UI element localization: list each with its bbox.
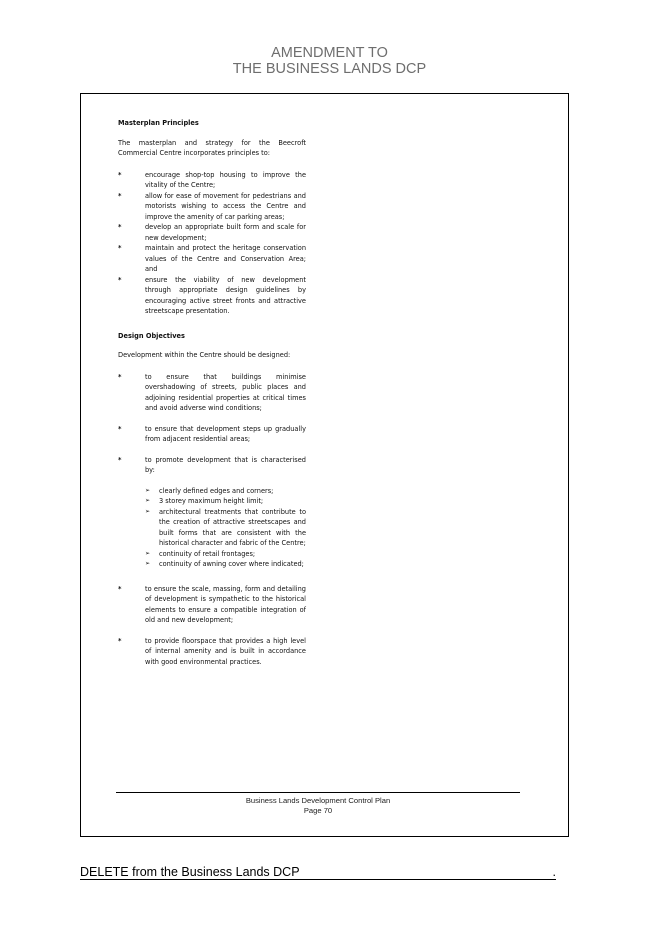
list-item [118, 455, 306, 570]
footer-title: Business Lands Development Control Plan [245, 796, 391, 805]
list-item-text: to promote development that is characterised by: [145, 455, 306, 474]
objectives-intro: Development within the Centre should be designed: [118, 351, 291, 359]
list-item: * to ensure the scale, massing, form and detailing of development is sympathetic to the historical elements to ensure a compatible integration of old and new development; [118, 584, 306, 626]
sub-list-item: ➢ 3 storey maximum height limit; [145, 496, 306, 507]
delete-note-text: DELETE from the Business Lands DCP [80, 865, 300, 879]
header-line-2: THE BUSINESS LANDS DCP [232, 61, 427, 77]
sub-list-item: ➢ clearly defined edges and corners; [145, 486, 306, 497]
page-footer [116, 796, 520, 815]
objectives-list [118, 372, 306, 668]
list-item: * to ensure that development steps up gradually from adjacent residential areas; [118, 424, 306, 445]
sub-list-item: ➢ continuity of awning cover where indicated; [145, 559, 306, 570]
header-line-1: AMENDMENT TO [271, 45, 388, 61]
masterplan-intro: The masterplan and strategy for the Beecroft Commercial Centre incorporates principles to: [118, 138, 306, 157]
list-item: * maintain and protect the heritage conservation values of the Centre and Conservation Area; and [118, 243, 306, 275]
list-item: * encourage shop-top housing to improve the vitality of the Centre; [118, 170, 306, 191]
delete-note [80, 865, 556, 880]
characteristics-list [145, 486, 306, 570]
list-item: * ensure the viability of new development through appropriate design guidelines by encouraging active street fronts and attractive streetscape presentation. [118, 275, 306, 317]
amendment-header [0, 45, 659, 77]
delete-note-dot: . [552, 865, 556, 879]
page-number: Page 70 [303, 805, 333, 815]
list-item: * to provide floorspace that provides a high level of internal amenity and is built in accordance with good environmental practices. [118, 636, 306, 668]
masterplan-list [118, 170, 306, 317]
sub-list-item: ➢ architectural treatments that contribute to the creation of attractive streetscapes and built forms that are consistent with the historical character and fabric of the Centre; [145, 507, 306, 549]
footer-divider [116, 792, 520, 793]
objectives-heading: Design Objectives [118, 331, 185, 340]
sub-list-item: ➢ continuity of retail frontages; [145, 549, 306, 560]
masterplan-heading: Masterplan Principles [118, 119, 199, 127]
page-content [118, 118, 306, 677]
list-item: * develop an appropriate built form and scale for new development; [118, 222, 306, 243]
list-item: * allow for ease of movement for pedestrians and motorists wishing to access the Centre and improve the amenity of car parking areas; [118, 191, 306, 223]
list-item: * to ensure that buildings minimise overshadowing of streets, public places and adjoining residential properties at critical times and avoid adverse wind conditions; [118, 372, 306, 414]
